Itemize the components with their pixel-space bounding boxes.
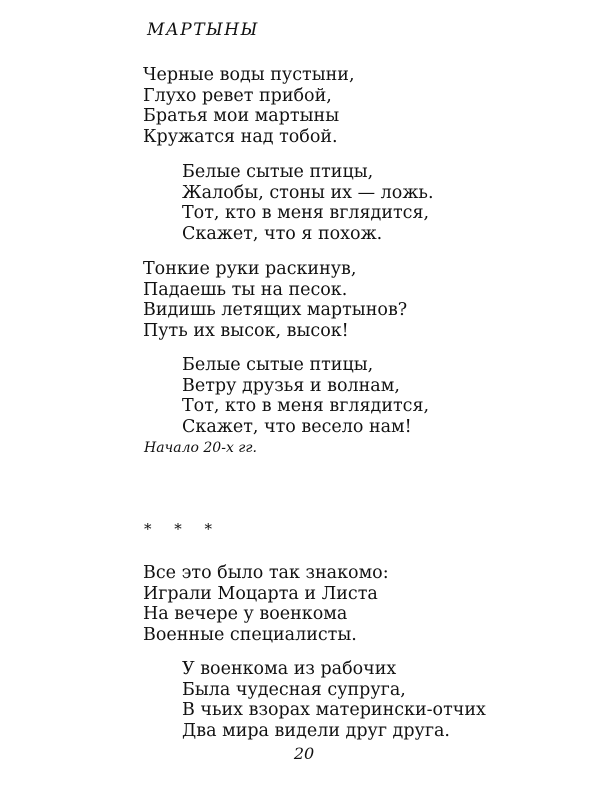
verse-line: Военные специалисты. [143,624,357,645]
verse-line: На вечере у военкома [143,604,348,624]
verse-line: Все это было так знакомо: [143,563,389,583]
page-number: 20 [293,744,315,763]
verse-line: Жалобы, стоны их — ложь. [182,182,434,203]
verse-line: Белые сытые птицы, [182,162,374,182]
poem-separator: * * * [144,520,222,538]
verse-line: Кружатся над тобой. [143,126,338,147]
verse-line: Видишь летящих мартынов? [143,300,408,320]
verse-line: Была чудесная супруга, [182,679,406,700]
poem-date: Начало 20-х гг. [144,440,257,456]
verse-line: Играли Моцарта и Листа [143,583,378,604]
verse-line: Тот, кто в меня вглядится, [182,396,430,416]
poem1-stanza-2 [182,162,434,244]
verse-line: Скажет, что я похож. [182,223,383,244]
poem2-stanza-1 [143,563,389,645]
verse-line: Скажет, что весело нам! [182,416,412,437]
verse-line: Тот, кто в меня вглядится, [182,203,430,223]
verse-line: Два мира видели друг друга. [182,720,450,741]
poem1-stanza-3 [143,259,407,341]
verse-line: Путь их высок, высок! [143,320,349,341]
verse-line: Ветру друзья и волнам, [182,375,400,396]
poem1-stanza-1 [143,65,355,147]
verse-line: В чьих взорах матерински-отчих [182,700,486,720]
verse-line: Черные воды пустыни, [143,65,355,85]
verse-line: Глухо ревет прибой, [143,85,332,106]
verse-line: Падаешь ты на песок. [143,279,348,300]
poem-title: МАРТЫНЫ [147,20,259,40]
poem1-stanza-4 [182,355,429,437]
verse-line: У военкома из рабочих [182,659,397,679]
verse-line: Братья мои мартыны [143,106,340,126]
verse-line: Белые сытые птицы, [182,355,374,375]
poem2-stanza-2 [182,659,486,741]
verse-line: Тонкие руки раскинув, [143,259,357,279]
